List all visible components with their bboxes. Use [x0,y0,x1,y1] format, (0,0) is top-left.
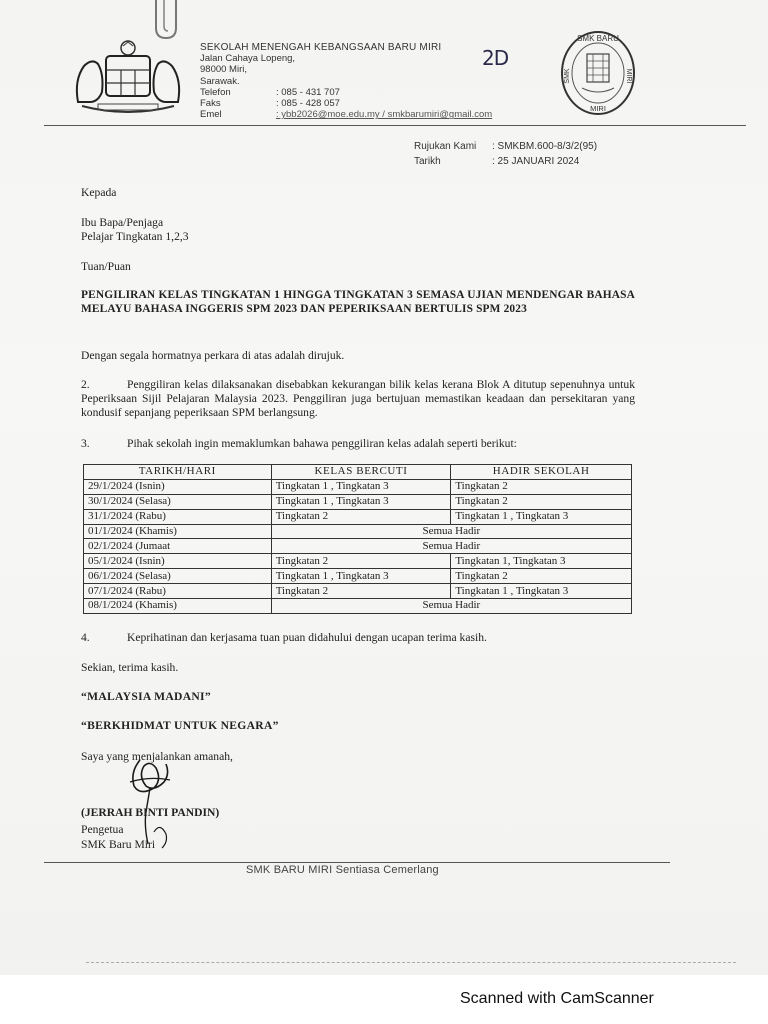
date-cell: 01/1/2024 (Khamis) [84,524,272,539]
signatory-school: SMK Baru Miri [81,838,156,851]
seal-text-bottom: MIRI [590,104,606,113]
table-row [84,584,632,599]
opening-line: Dengan segala hormatnya perkara di atas adalah dirujuk. [81,349,345,362]
hadir-cell: Tingkatan 1 , Tingkatan 3 [451,509,632,524]
date-cell: 02/1/2024 (Jumaat [84,539,272,554]
reference-block [414,139,597,169]
phone-label: Telefon [200,86,231,98]
hadir-cell: Tingkatan 2 [451,569,632,584]
coat-of-arms-logo [68,40,188,116]
hadir-cell: Tingkatan 1 , Tingkatan 3 [451,584,632,599]
paragraph-4 [81,631,635,645]
phone-row [200,87,492,98]
paragraph-number: 4. [81,631,90,644]
scan-edge-line [86,962,736,963]
fax-row [200,98,492,109]
address-line: Sarawak. [200,75,240,87]
kepada-label: Kepada [81,186,117,199]
letter-title: PENGILIRAN KELAS TINGKATAN 1 HINGGA TINGKATAN 3 SEMASA UJIAN MENDENGAR BAHASA MELAYU BAHASA INGGERIS SPM 2023 DAN PEPERIKSAAN BERTULIS SPM 2023 [81,289,635,315]
date-cell: 07/1/2024 (Rabu) [84,584,272,599]
table-row [84,539,632,554]
paragraph-text: Penggiliran kelas dilaksanakan disebabkan kekurangan bilik kelas kerana Blok A ditutup sepenuhnya untuk Peperiksaan Sijil Pelajaran Malaysia 2023. Penggiliran juga bertujuan memastikan keadaan dan persekitaran yang kondusif sepanjang peperiksaan SPM berlangsung. [81,378,635,419]
footer-divider [44,862,670,863]
bercuti-cell: Tingkatan 2 [271,554,451,569]
seal-text-right: MIRI [625,68,632,84]
date-cell: 30/1/2024 (Selasa) [84,494,272,509]
table-header-row [84,465,632,480]
semua-hadir-cell: Semua Hadir [271,599,631,614]
table-row [84,524,632,539]
table-row [84,599,632,614]
date-label: Tarikh [414,156,441,167]
closing-line: Sekian, terima kasih. [81,661,179,674]
school-seal-logo [560,30,636,116]
seal-text-left: SMK [564,68,571,84]
fax-label: Faks [200,98,221,110]
bercuti-cell: Tingkatan 2 [271,509,451,524]
salutation: Tuan/Puan [81,260,131,273]
reference-row [414,139,597,154]
recipient-block [81,216,189,244]
bercuti-cell: Tingkatan 2 [271,584,451,599]
table-row [84,554,632,569]
date-cell: 06/1/2024 (Selasa) [84,569,272,584]
footer-motto: SMK BARU MIRI Sentiasa Cemerlang [246,864,439,876]
column-header-bercuti: KELAS BERCUTI [271,465,451,480]
seal-text-top: SMK BARU [577,34,619,43]
paragraph-number: 3. [81,437,90,450]
date-cell: 05/1/2024 (Isnin) [84,554,272,569]
handwritten-class-note: 2D [482,46,509,70]
bercuti-cell: Tingkatan 1 , Tingkatan 3 [271,479,451,494]
address-line: 98000 Miri, [200,64,247,76]
column-header-hadir: HADIR SEKOLAH [451,465,632,480]
letterhead [200,42,492,120]
semua-hadir-cell: Semua Hadir [271,524,631,539]
table-row [84,479,632,494]
motto-malaysia-madani: “MALAYSIA MADANI” [81,690,211,703]
table-row [84,569,632,584]
phone-value: : 085 - 431 707 [276,86,340,98]
column-header-date: TARIKH/HARI [84,465,272,480]
paragraph-text: Pihak sekolah ingin memaklumkan bahawa penggiliran kelas adalah seperti berikut: [127,437,517,450]
camscanner-watermark: Scanned with CamScanner [460,990,654,1007]
email-row [200,109,492,120]
signatory-block [81,822,155,852]
email-label: Emel [200,109,222,121]
hadir-cell: Tingkatan 2 [451,479,632,494]
date-cell: 31/1/2024 (Rabu) [84,509,272,524]
signatory-title: Pengetua [81,823,124,836]
schedule-table [83,464,632,614]
paper-clip-icon [150,0,200,40]
paragraph-2 [81,378,635,420]
hadir-cell: Tingkatan 2 [451,494,632,509]
bercuti-cell: Tingkatan 1 , Tingkatan 3 [271,569,451,584]
paragraph-3 [81,437,635,451]
bercuti-cell: Tingkatan 1 , Tingkatan 3 [271,494,451,509]
letterhead-divider [44,125,746,126]
date-row [414,154,597,169]
date-cell: 08/1/2024 (Khamis) [84,599,272,614]
semua-hadir-cell: Semua Hadir [271,539,631,554]
amanah-line: Saya yang menjalankan amanah, [81,750,233,763]
fax-value: : 085 - 428 057 [276,98,340,110]
date-value: : 25 JANUARI 2024 [492,156,580,167]
date-cell: 29/1/2024 (Isnin) [84,479,272,494]
paragraph-text: Keprihatinan dan kerjasama tuan puan didahului dengan ucapan terima kasih. [127,631,487,644]
recipient-line: Ibu Bapa/Penjaga [81,216,164,229]
motto-berkhidmat: “BERKHIDMAT UNTUK NEGARA” [81,719,279,732]
school-name: SEKOLAH MENENGAH KEBANGSAAN BARU MIRI [200,42,442,53]
recipient-line: Pelajar Tingkatan 1,2,3 [81,230,189,243]
paragraph-number: 2. [81,378,90,391]
address-line: Jalan Cahaya Lopeng, [200,53,296,65]
email-value: : ybb2026@moe.edu.my / smkbarumiri@gmail.com [276,109,493,121]
table-row [84,494,632,509]
reference-value: : SMKBM.600-8/3/2(95) [492,141,598,152]
table-row [84,509,632,524]
reference-label: Rujukan Kami [414,141,477,152]
hadir-cell: Tingkatan 1, Tingkatan 3 [451,554,632,569]
signatory-name: (JERRAH BINTI PANDIN) [81,806,220,819]
